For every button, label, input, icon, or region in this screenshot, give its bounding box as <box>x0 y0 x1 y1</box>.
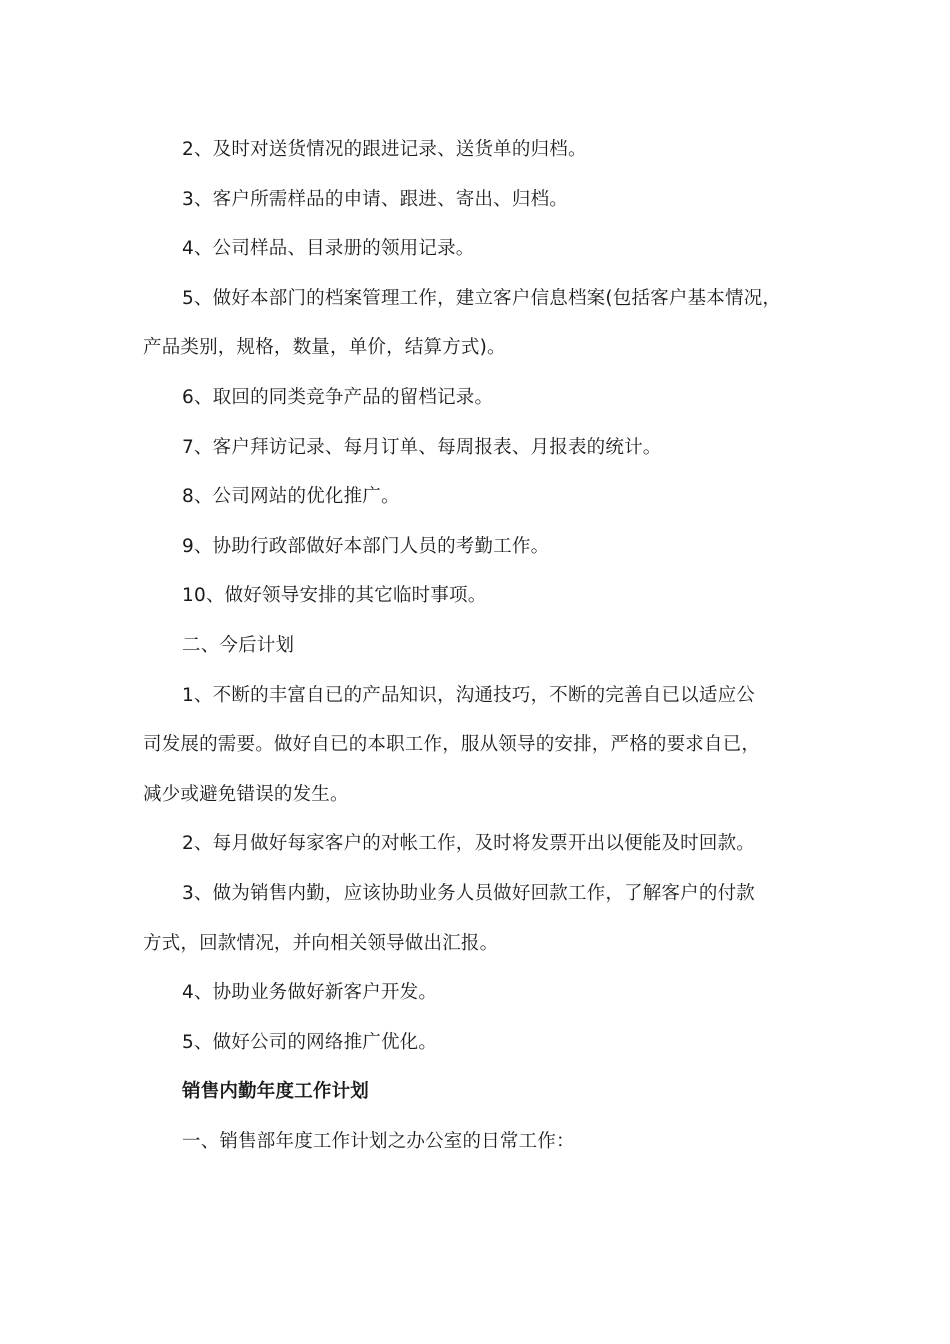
list-item-continuation: 产品类别，规格，数量，单价，结算方式)。 <box>143 337 506 359</box>
list-item: 10、做好领导安排的其它临时事项。 <box>182 585 487 607</box>
list-item: 9、协助行政部做好本部门人员的考勤工作。 <box>182 535 550 557</box>
list-item-continuation: 减少或避免错误的发生。 <box>143 783 349 805</box>
list-item: 2、及时对送货情况的跟进记录、送货单的归档。 <box>182 139 587 160</box>
list-item: 6、取回的同类竞争产品的留档记录。 <box>182 386 494 408</box>
document-body <box>143 133 793 1174</box>
list-item: 4、协助业务做好新客户开发。 <box>182 982 438 1004</box>
list-item-continuation: 方式，回款情况，并向相关领导做出汇报。 <box>143 932 499 954</box>
list-item: 4、公司样品、目录册的领用记录。 <box>182 238 475 260</box>
list-item: 7、客户拜访记录、每月订单、每周报表、月报表的统计。 <box>182 436 662 458</box>
section-heading: 一、销售部年度工作计划之办公室的日常工作： <box>182 1130 575 1152</box>
document-title: 销售内勤年度工作计划 <box>182 1081 370 1103</box>
list-item: 3、做为销售内勤，应该协助业务人员做好回款工作，了解客户的付款 <box>182 882 755 904</box>
section-heading: 二、今后计划 <box>182 634 295 656</box>
list-item: 8、公司网站的优化推广。 <box>182 486 400 508</box>
list-item-continuation: 司发展的需要。做好自已的本职工作，服从领导的安排，严格的要求自已， <box>143 734 761 756</box>
list-item: 1、不断的丰富自已的产品知识，沟通技巧，不断的完善自已以适应公 <box>182 684 755 706</box>
list-item: 5、做好本部门的档案管理工作，建立客户信息档案(包括客户基本情况， <box>182 287 782 309</box>
list-item: 2、每月做好每家客户的对帐工作，及时将发票开出以便能及时回款。 <box>182 833 755 855</box>
list-item: 5、做好公司的网络推广优化。 <box>182 1031 438 1053</box>
list-item: 3、客户所需样品的申请、跟进、寄出、归档。 <box>182 188 568 210</box>
